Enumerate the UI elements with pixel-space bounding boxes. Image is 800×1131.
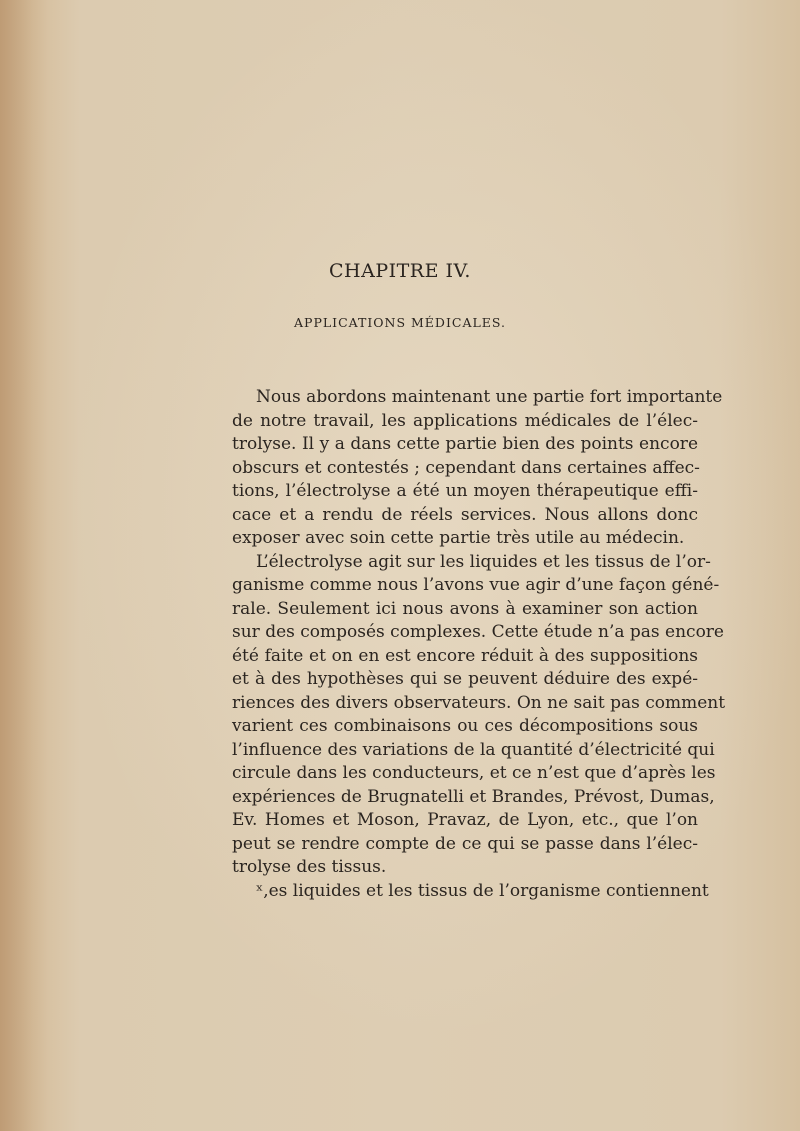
text-line: été faite et on en est encore réduit à des suppositions xyxy=(232,645,698,666)
text-line: cace et a rendu de réels services. Nous allons donc xyxy=(232,504,698,525)
section-title: APPLICATIONS MÉDICALES. xyxy=(294,315,506,330)
body-text xyxy=(232,386,726,903)
text-line: peut se rendre compte de ce qui se passe dans l’élec- xyxy=(232,833,698,854)
text-line: exposer avec soin cette partie très utile au médecin. xyxy=(232,528,685,548)
text-line: L’électrolyse agit sur les liquides et les tissus de l’or- xyxy=(256,551,711,572)
text-line: rale. Seulement ici nous avons à examiner son action xyxy=(232,598,698,619)
text-line: Ev. Homes et Moson, Pravaz, de Lyon, etc., que l’on xyxy=(232,810,698,830)
text-line: ˣ,es liquides et les tissus de l’organisme contiennent xyxy=(256,880,709,901)
chapter-title: CHAPITRE IV. xyxy=(329,260,471,282)
text-line: riences des divers observateurs. On ne sait pas comment xyxy=(232,692,726,713)
text-line: trolyse des tissus. xyxy=(232,857,387,877)
text-line: Nous abordons maintenant une partie fort importante xyxy=(256,387,723,407)
text-line: l’influence des variations de la quantité d’électricité qui xyxy=(232,739,715,760)
text-line: sur des composés complexes. Cette étude n’a pas encore xyxy=(232,622,724,642)
text-line: ganisme comme nous l’avons vue agir d’une façon géné- xyxy=(232,575,720,595)
text-line: varient ces combinaisons ou ces décompositions sous xyxy=(232,716,698,736)
text-line: expériences de Brugnatelli et Brandes, Prévost, Dumas, xyxy=(232,786,715,807)
text-line: circule dans les conducteurs, et ce n’est que d’après les xyxy=(232,763,716,783)
text-line: trolyse. Il y a dans cette partie bien des points encore xyxy=(232,434,698,454)
text-line: tions, l’électrolyse a été un moyen thérapeutique effi- xyxy=(232,481,698,501)
page-edge-shadow xyxy=(0,0,48,1131)
text-line: de notre travail, les applications médicales de l’élec- xyxy=(232,410,698,431)
text-line: obscurs et contestés ; cependant dans certaines affec- xyxy=(232,457,700,478)
text-line: et à des hypothèses qui se peuvent déduire des expé- xyxy=(232,669,698,689)
